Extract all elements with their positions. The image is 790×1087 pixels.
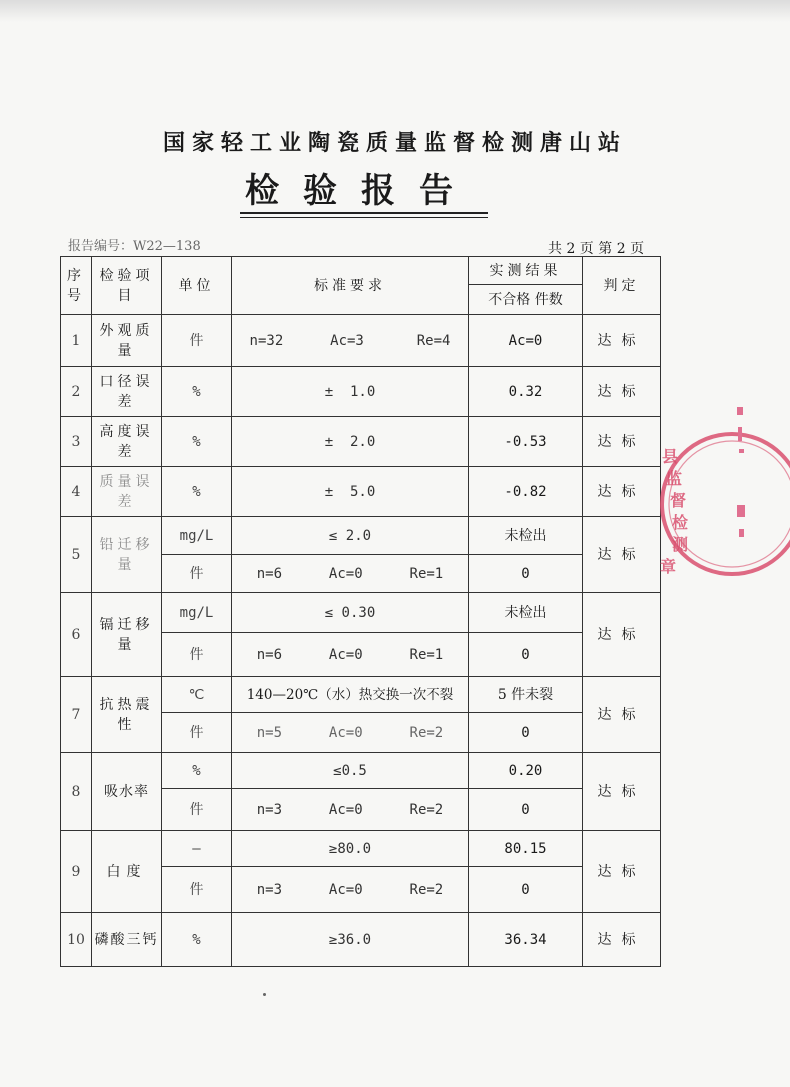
row-unit: 件	[162, 713, 232, 753]
std-n: n=6	[256, 646, 283, 663]
report-number: 报告编号：W22—138	[68, 239, 201, 254]
report-title: 检验报告	[245, 171, 477, 211]
table-row	[61, 677, 661, 713]
row-standard	[232, 555, 469, 593]
title-underline-thin	[240, 217, 488, 218]
row-item: 磷酸三钙	[92, 913, 162, 967]
std-ac: Ac=0	[328, 565, 363, 582]
row-result: 0	[469, 555, 583, 593]
row-item: 白度	[92, 831, 162, 913]
row-no: 8	[61, 753, 92, 831]
row-result: 0.20	[469, 753, 583, 789]
row-unit: %	[162, 417, 232, 467]
row-item: 高度误差	[92, 417, 162, 467]
table-row	[61, 831, 661, 867]
std-re: Re=2	[409, 724, 444, 741]
table-row	[61, 467, 661, 517]
header-result-sub: 不合格 件数	[469, 285, 583, 315]
row-no: 1	[61, 315, 92, 367]
row-standard	[232, 867, 469, 913]
table-row	[61, 417, 661, 467]
row-unit: %	[162, 913, 232, 967]
row-item: 铅迁移量	[92, 517, 162, 593]
row-standard: ≥36.0	[232, 913, 469, 967]
header-standard: 标准要求	[232, 257, 469, 315]
row-result: 80.15	[469, 831, 583, 867]
row-unit: %	[162, 467, 232, 517]
header-judgment: 判定	[583, 257, 661, 315]
row-result: 36.34	[469, 913, 583, 967]
row-unit: %	[162, 753, 232, 789]
row-judgment: 达标	[583, 593, 661, 677]
row-result: 5 件未裂	[469, 677, 583, 713]
std-re: Re=2	[409, 801, 444, 818]
std-ac: Ac=0	[328, 724, 363, 741]
scan-speck	[263, 993, 266, 996]
row-standard: ± 5.0	[232, 467, 469, 517]
row-result: 0	[469, 867, 583, 913]
std-n: n=3	[256, 801, 283, 818]
row-result: 0	[469, 633, 583, 677]
header-no: 序号	[61, 257, 92, 315]
row-judgment: 达标	[583, 831, 661, 913]
header-item: 检验项目	[92, 257, 162, 315]
row-item: 抗热震性	[92, 677, 162, 753]
std-re: Re=1	[409, 646, 444, 663]
table-row	[61, 517, 661, 555]
row-judgment: 达标	[583, 677, 661, 753]
row-no: 7	[61, 677, 92, 753]
row-judgment: 达标	[583, 417, 661, 467]
svg-text:测: 测	[672, 535, 689, 554]
row-no: 10	[61, 913, 92, 967]
row-standard: ≤ 0.30	[232, 593, 469, 633]
row-result: 0	[469, 713, 583, 753]
row-item: 吸水率	[92, 753, 162, 831]
row-standard: ≤0.5	[232, 753, 469, 789]
row-result: -0.53	[469, 417, 583, 467]
svg-text:县: 县	[662, 447, 679, 466]
row-unit: %	[162, 367, 232, 417]
row-standard	[232, 315, 469, 367]
row-standard	[232, 789, 469, 831]
std-n: n=6	[256, 565, 283, 582]
table-header-row	[61, 257, 661, 285]
row-standard	[232, 713, 469, 753]
std-n: n=32	[249, 332, 284, 349]
row-judgment: 达标	[583, 367, 661, 417]
official-seal	[654, 432, 790, 582]
row-standard	[232, 633, 469, 677]
row-unit: 件	[162, 867, 232, 913]
std-n: n=3	[256, 881, 283, 898]
row-judgment: 达标	[583, 753, 661, 831]
row-result: Ac=0	[469, 315, 583, 367]
row-unit: mg/L	[162, 517, 232, 555]
row-standard: ± 1.0	[232, 367, 469, 417]
row-standard: ≤ 2.0	[232, 517, 469, 555]
row-standard: ± 2.0	[232, 417, 469, 467]
row-no: 2	[61, 367, 92, 417]
table-row	[61, 315, 661, 367]
std-ac: Ac=0	[328, 646, 363, 663]
row-unit: ℃	[162, 677, 232, 713]
title-underline	[240, 212, 488, 214]
table-row	[61, 367, 661, 417]
row-item: 口径误差	[92, 367, 162, 417]
organization-name: 国家轻工业陶瓷质量监督检测唐山站	[162, 130, 627, 156]
row-judgment: 达标	[583, 467, 661, 517]
row-result: 0	[469, 789, 583, 831]
svg-text:检: 检	[672, 513, 689, 532]
header-result: 实测结果	[469, 257, 583, 285]
row-standard: ≥80.0	[232, 831, 469, 867]
table-row	[61, 913, 661, 967]
row-unit: mg/L	[162, 593, 232, 633]
row-item: 质量误差	[92, 467, 162, 517]
row-standard: 140—20℃（水）热交换一次不裂	[232, 677, 469, 713]
row-unit: 件	[162, 789, 232, 831]
row-unit: —	[162, 831, 232, 867]
header-unit: 单位	[162, 257, 232, 315]
row-result: 0.32	[469, 367, 583, 417]
scan-edge	[0, 0, 790, 22]
row-judgment: 达标	[583, 517, 661, 593]
page-indicator: 共 2 页 第 2 页	[548, 241, 645, 257]
row-judgment: 达标	[583, 913, 661, 967]
row-no: 4	[61, 467, 92, 517]
row-no: 3	[61, 417, 92, 467]
std-n: n=5	[256, 724, 283, 741]
seal-edge-marks	[735, 405, 749, 565]
row-result: 未检出	[469, 593, 583, 633]
inspection-table	[60, 256, 661, 967]
row-unit: 件	[162, 555, 232, 593]
row-unit: 件	[162, 633, 232, 677]
std-ac: Ac=0	[328, 801, 363, 818]
row-item: 镉迁移量	[92, 593, 162, 677]
svg-text:章: 章	[660, 557, 677, 576]
svg-text:监: 监	[666, 469, 683, 488]
svg-text:督: 督	[670, 491, 687, 510]
row-result: 未检出	[469, 517, 583, 555]
std-ac: Ac=0	[328, 881, 363, 898]
row-no: 5	[61, 517, 92, 593]
row-no: 6	[61, 593, 92, 677]
table-row	[61, 593, 661, 633]
row-no: 9	[61, 831, 92, 913]
row-unit: 件	[162, 315, 232, 367]
std-re: Re=4	[416, 332, 451, 349]
row-judgment: 达标	[583, 315, 661, 367]
std-re: Re=1	[409, 565, 444, 582]
std-re: Re=2	[409, 881, 444, 898]
row-item: 外观质量	[92, 315, 162, 367]
std-ac: Ac=3	[330, 332, 364, 349]
row-result: -0.82	[469, 467, 583, 517]
table-row	[61, 753, 661, 789]
